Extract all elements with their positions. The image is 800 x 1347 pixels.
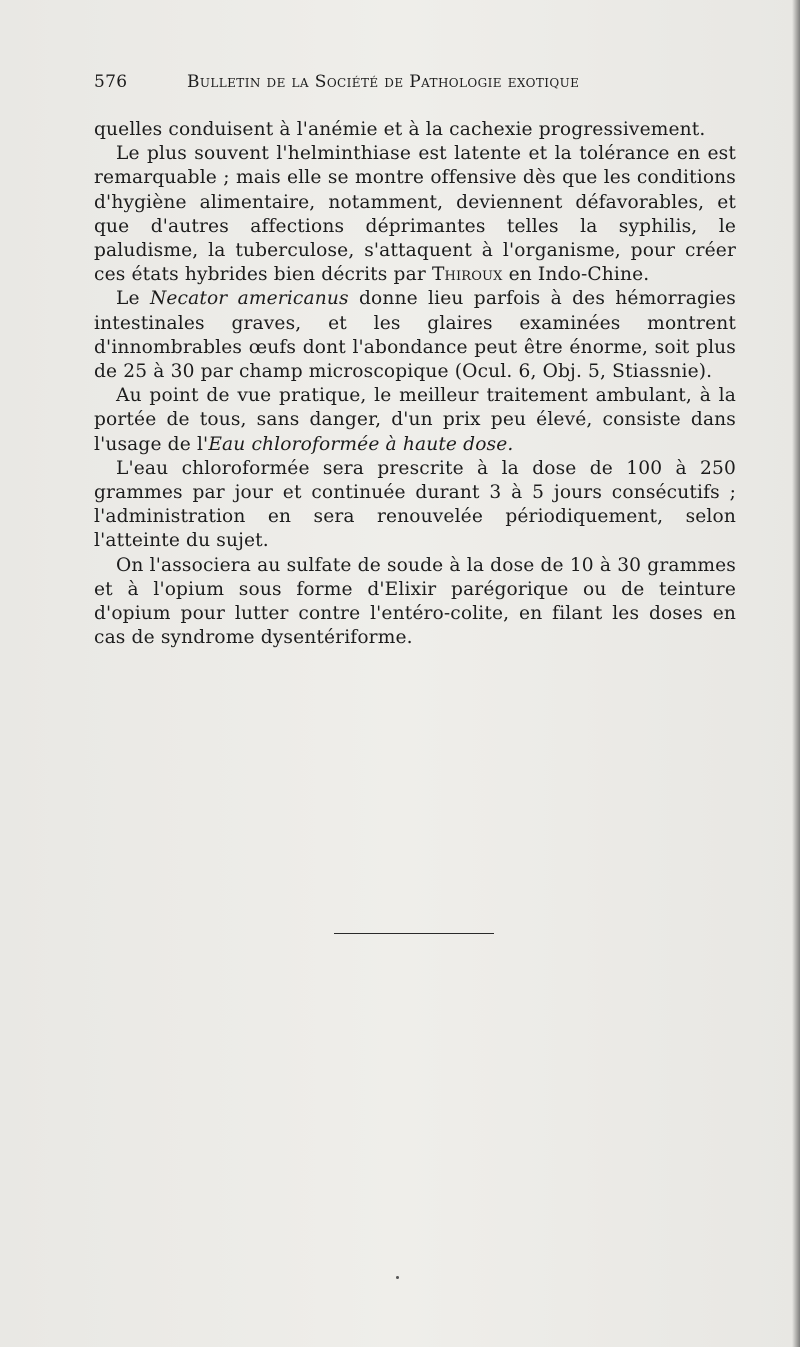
- paragraph-1: quelles conduisent à l'anémie et à la cachexie progressivement.: [94, 119, 706, 140]
- author-name: Thiroux: [431, 264, 503, 286]
- paragraph-2-text-a: Le plus souvent l'helminthiase est latente et la tolérance en est remarquable ; mais elle se montre offensive dès que les conditions d'hygiène alimentaire, notamment, deviennent défavorables, et que d'autres affections déprimantes telles la syphilis, le paludisme, la tuberculose, s'attaquent à l'organisme, pour créer ces états hybrides bien décrits par: [94, 143, 736, 286]
- running-title: Bulletin de la Société de Pathologie exotique: [187, 72, 580, 92]
- paragraph-2-text-b: en Indo-Chine.: [502, 264, 650, 286]
- paragraph-3-text-a: Le: [116, 288, 150, 310]
- page-header: [94, 72, 734, 96]
- paragraph-3: [94, 287, 736, 384]
- paragraph-3-text-b: donne lieu parfois à des hémorragies intestinales graves, et les glaires examinées montrent d'innombrables œufs dont l'abondance peut être énorme, soit plus de 25 à 30 par champ microscopique (Ocul. 6, Obj. 5, Stiassnie).: [94, 288, 737, 383]
- paragraph-4: [94, 384, 736, 457]
- paragraph-4-text-a: Au point de vue pratique, le meilleur traitement ambulant, à la portée de tous, sans danger, d'un prix peu élevé, consiste dans l'usage de l': [94, 385, 736, 455]
- paragraph-6: On l'associera au sulfate de soude à la dose de 10 à 30 grammes et à l'opium sous forme d'Elixir parégorique ou de teinture d'opium pour lutter contre l'entéro-colite, en filant les doses en cas de syndrome dysentériforme.: [94, 554, 736, 649]
- body-text: [94, 118, 736, 650]
- species-name: Necator americanus: [149, 288, 349, 310]
- page-edge-shadow: [792, 0, 800, 1347]
- remedy-name: Eau chloroformée à haute dose.: [208, 433, 514, 455]
- paragraph-2: [94, 142, 736, 287]
- paragraph-5: L'eau chloroformée sera prescrite à la dose de 100 à 250 grammes par jour et continuée durant 3 à 5 jours consécutifs ; l'administration en sera renouvelée périodiquement, selon l'atteinte du sujet.: [94, 457, 736, 552]
- paper-speck: [396, 1276, 399, 1279]
- section-end-rule: [334, 933, 494, 934]
- page-number: 576: [94, 72, 128, 92]
